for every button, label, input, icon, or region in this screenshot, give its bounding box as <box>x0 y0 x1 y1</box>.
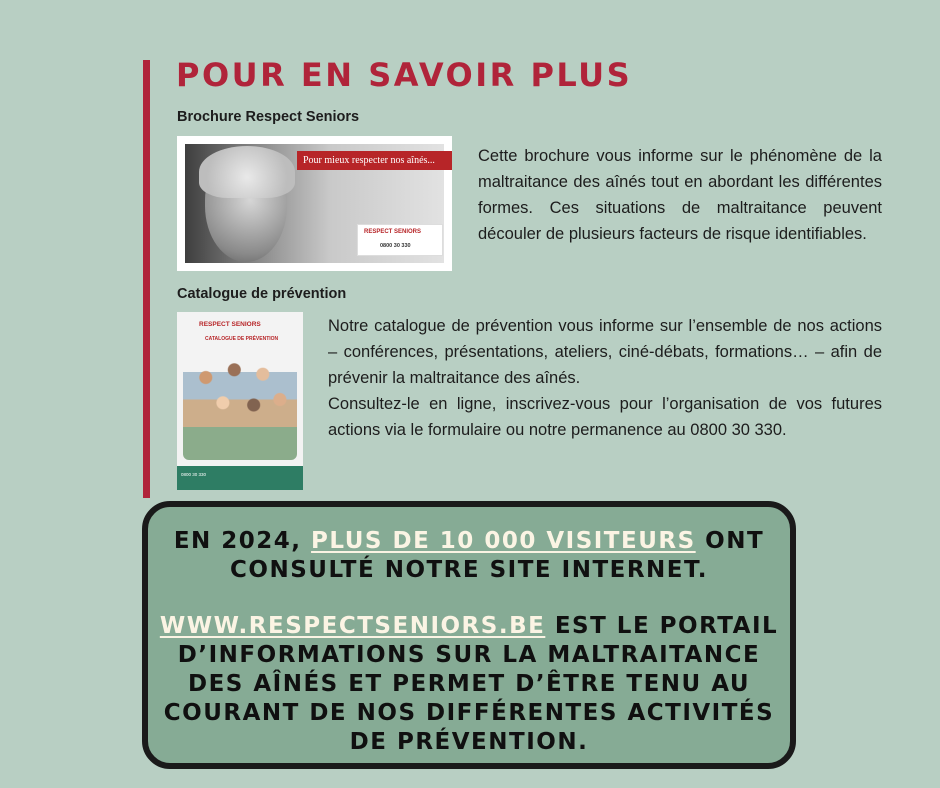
catalogue-footer-phone: 0800 30 330 <box>181 472 207 477</box>
callout-website-text: EST LE PORTAIL D’INFORMATIONS SUR LA MALTRAITANCE DES AÎNÉS ET PERMET D’ÊTRE TENU AU COURANT DE NOS DIFFÉRENTES ACTIVITÉS DE PRÉVENTION. <box>163 613 779 755</box>
brochure-description: Cette brochure vous informe sur le phénomène de la maltraitance des aînés tout en abordant les différentes formes. Ces situations de maltraitance peuvent découler de plusieurs facteurs de risque identifiables. <box>478 147 882 243</box>
brochure-cover-image[interactable] <box>177 136 452 271</box>
catalogue-logo: RESPECT SENIORS <box>199 321 261 328</box>
page-title: POUR EN SAVOIR PLUS <box>176 56 633 94</box>
website-link[interactable]: WWW.RESPECTSENIORS.BE <box>159 613 546 639</box>
catalogue-description-1: Notre catalogue de prévention vous informe sur l’ensemble de nos actions – conférences, présentations, ateliers, ciné-débats, formations… – afin de prévenir la maltraitance des aînés. <box>328 317 882 387</box>
callout-line-1 <box>156 527 782 585</box>
brochure-banner: Pour mieux respecter nos aînés... <box>297 151 452 170</box>
callout-prefix: EN 2024, <box>173 528 312 554</box>
callout-line-2 <box>156 612 782 757</box>
catalogue-cover-title: CATALOGUE DE PRÉVENTION <box>205 336 279 342</box>
visitors-stat-link[interactable]: PLUS DE 10 000 VISITEURS <box>311 528 696 554</box>
catalogue-cover-image[interactable] <box>177 312 303 490</box>
brochure-phone: 0800 30 330 <box>380 243 411 249</box>
visitors-callout <box>142 501 796 769</box>
catalogue-description <box>328 313 882 443</box>
catalogue-footer <box>177 466 303 490</box>
brochure-logo-box <box>357 224 443 256</box>
people-illustration <box>183 350 297 460</box>
accent-bar <box>143 60 150 498</box>
catalogue-description-2: Consultez-le en ligne, inscrivez-vous pour l’organisation de vos futures actions via le formulaire ou notre permanence au 0800 30 330. <box>328 395 882 439</box>
brochure-heading: Brochure Respect Seniors <box>177 109 360 125</box>
catalogue-heading: Catalogue de prévention <box>177 286 347 302</box>
hair-shape <box>199 146 295 198</box>
brochure-logo: RESPECT SENIORS <box>364 229 422 235</box>
callout-suffix: ONT CONSULTÉ NOTRE SITE INTERNET. <box>230 528 765 583</box>
